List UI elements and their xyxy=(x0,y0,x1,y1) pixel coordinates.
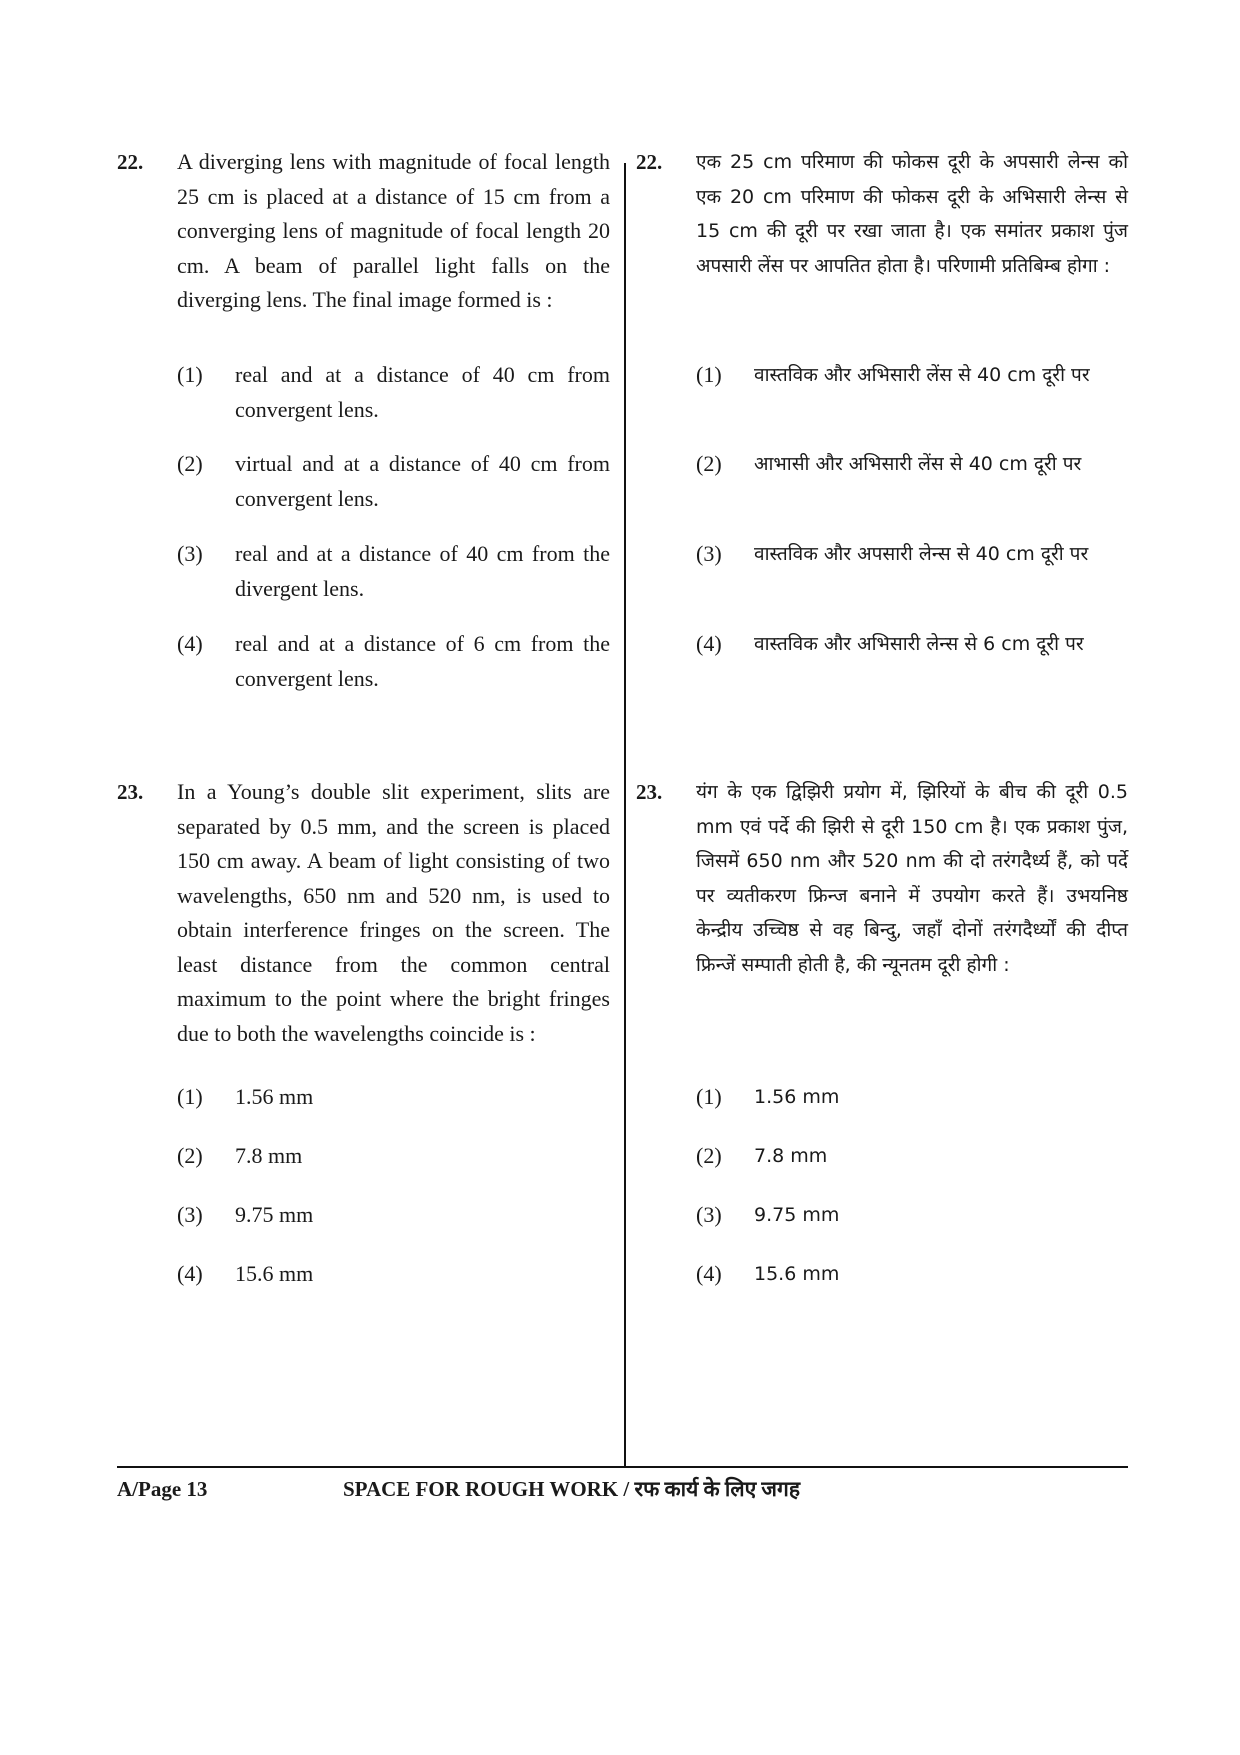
option-text: real and at a distance of 40 cm from convergent lens. xyxy=(235,362,610,422)
option-3 xyxy=(696,537,1128,572)
option-4 xyxy=(177,1257,610,1292)
option-number: (1) xyxy=(177,362,203,387)
option-1 xyxy=(177,358,610,427)
question-22-english xyxy=(117,145,610,318)
option-number: (1) xyxy=(696,362,722,387)
option-text: 15.6 mm xyxy=(754,1263,840,1285)
option-number: (4) xyxy=(696,631,722,656)
question-text: In a Young’s double slit experiment, slits are separated by 0.5 mm, and the screen is placed 150 cm away. A beam of light consisting of two wavelengths, 650 nm and 520 nm, is used to obtain interference fringes on the screen. The least distance from the common central maximum to the point where the bright fringes due to both the wavelengths coincide is : xyxy=(177,779,610,1046)
option-4 xyxy=(696,1257,1128,1292)
option-4 xyxy=(177,627,610,696)
option-text: real and at a distance of 40 cm from the divergent lens. xyxy=(235,541,610,601)
option-text: 1.56 mm xyxy=(754,1086,840,1108)
option-number: (3) xyxy=(696,541,722,566)
option-text: real and at a distance of 6 cm from the convergent lens. xyxy=(235,631,610,691)
option-number: (4) xyxy=(696,1261,722,1286)
question-text: एक 25 cm परिमाण की फोकस दूरी के अपसारी लेन्स को एक 20 cm परिमाण की फोकस दूरी के अभिसारी लेन्स से 15 cm की दूरी पर रखा जाता है। एक समांतर प्रकाश पुंज अपसारी लेंस पर आपतित होता है। परिणामी प्रतिबिम्ब होगा : xyxy=(696,151,1128,277)
option-1 xyxy=(696,1080,1128,1115)
option-text: आभासी और अभिसारी लेंस से 40 cm दूरी पर xyxy=(754,453,1082,475)
option-2 xyxy=(177,1139,610,1174)
option-3 xyxy=(177,537,610,606)
option-number: (3) xyxy=(177,1202,203,1227)
option-text: 15.6 mm xyxy=(235,1261,314,1286)
option-text: 1.56 mm xyxy=(235,1084,314,1109)
option-text: 7.8 mm xyxy=(754,1145,828,1167)
column-divider xyxy=(624,163,626,1467)
question-text: यंग के एक द्विझिरी प्रयोग में, झिरियों के बीच की दूरी 0.5 mm एवं पर्दे की झिरी से दूरी 150 cm है। एक प्रकाश पुंज, जिसमें 650 nm और 520 nm की दो तरंगदैर्ध्य हैं, को पर्दे पर व्यतीकरण फ्रिन्ज बनाने में उपयोग करते हैं। उभयनिष्ठ केन्द्रीय उच्चिष्ठ से वह बिन्दु, जहाँ दोनों तरंगदैर्ध्यों की दीप्त फ्रिन्जें सम्पाती होती है, की न्यूनतम दूरी होगी : xyxy=(696,781,1128,976)
option-text: 9.75 mm xyxy=(235,1202,314,1227)
option-text: virtual and at a distance of 40 cm from convergent lens. xyxy=(235,451,610,511)
option-text: 7.8 mm xyxy=(235,1143,303,1168)
option-number: (3) xyxy=(696,1202,722,1227)
footer-rule xyxy=(117,1466,1128,1468)
option-number: (2) xyxy=(696,451,722,476)
option-number: (3) xyxy=(177,541,203,566)
option-text: वास्तविक और अपसारी लेन्स से 40 cm दूरी पर xyxy=(754,543,1089,565)
page-label: A/Page 13 xyxy=(117,1477,208,1501)
option-text: 9.75 mm xyxy=(754,1204,840,1226)
option-number: (1) xyxy=(177,1084,203,1109)
option-number: (4) xyxy=(177,1261,203,1286)
question-23-english xyxy=(117,775,610,1051)
question-number: 22. xyxy=(636,150,663,174)
question-number: 23. xyxy=(636,780,663,804)
question-text: A diverging lens with magnitude of focal length 25 cm is placed at a distance of 15 cm from a converging lens of magnitude of focal length 20 cm. A beam of parallel light falls on the diverging lens. The final image formed is : xyxy=(177,149,610,312)
option-number: (2) xyxy=(696,1143,722,1168)
question-23-hindi xyxy=(636,775,1128,982)
option-3 xyxy=(696,1198,1128,1233)
option-number: (2) xyxy=(177,1143,203,1168)
option-number: (1) xyxy=(696,1084,722,1109)
option-2 xyxy=(696,1139,1128,1174)
option-text: वास्तविक और अभिसारी लेंस से 40 cm दूरी पर xyxy=(754,364,1090,386)
option-number: (4) xyxy=(177,631,203,656)
option-2 xyxy=(696,447,1128,482)
option-number: (2) xyxy=(177,451,203,476)
page-footer xyxy=(117,1471,1128,1507)
option-text: वास्तविक और अभिसारी लेन्स से 6 cm दूरी पर xyxy=(754,633,1084,655)
option-4 xyxy=(696,627,1128,662)
question-number: 23. xyxy=(117,780,144,804)
option-3 xyxy=(177,1198,610,1233)
question-22-hindi xyxy=(636,145,1128,283)
option-2 xyxy=(177,447,610,516)
option-1 xyxy=(696,358,1128,393)
rough-work-label: SPACE FOR ROUGH WORK / रफ कार्य के लिए जगह xyxy=(343,1477,800,1501)
question-number: 22. xyxy=(117,150,144,174)
option-1 xyxy=(177,1080,610,1115)
